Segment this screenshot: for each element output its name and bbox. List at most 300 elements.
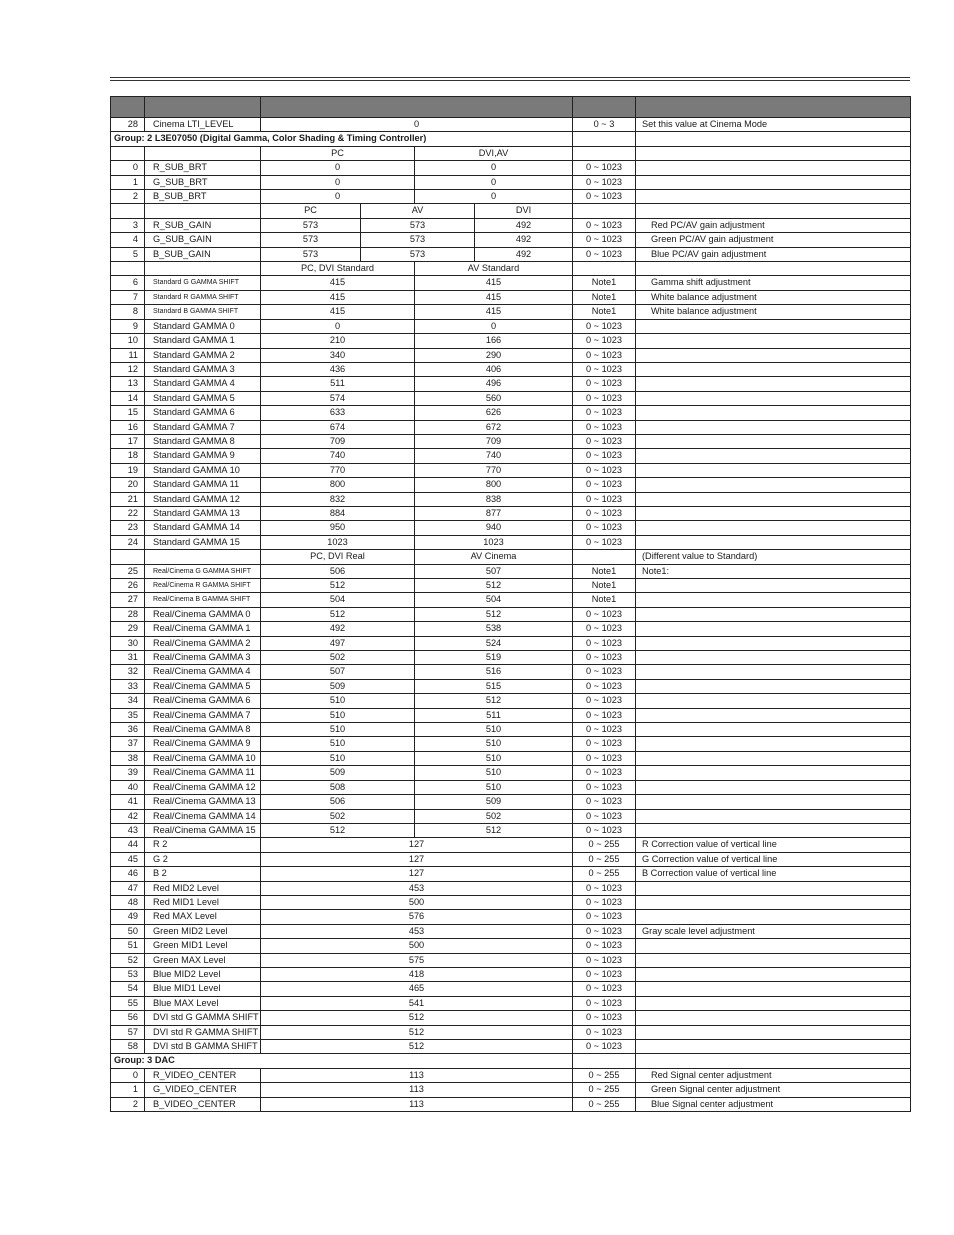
item-name: Standard GAMMA 8: [145, 434, 261, 448]
item-name: B 2: [145, 867, 261, 881]
item-value: 500: [261, 895, 573, 909]
item-range: 0 ~ 255: [573, 838, 636, 852]
item-range: 0 ~ 1023: [573, 492, 636, 506]
table-row: [111, 506, 911, 520]
table-row: [111, 622, 911, 636]
item-range: Note1: [573, 276, 636, 290]
item-remarks: [636, 593, 911, 607]
item-range: 0 ~ 1023: [573, 967, 636, 981]
item-name: Real/Cinema GAMMA 8: [145, 723, 261, 737]
item-value: 633: [261, 406, 415, 420]
range-cell: [573, 204, 636, 218]
table-header-row: [111, 97, 911, 118]
table-row: [111, 377, 911, 391]
table-row: [111, 924, 911, 938]
column-label: AV Standard: [415, 262, 573, 276]
item-range: 0 ~ 1023: [573, 190, 636, 204]
item-value: 0: [261, 161, 415, 175]
item-remarks: [636, 1025, 911, 1039]
table-row: [111, 809, 911, 823]
item-remarks: [636, 780, 911, 794]
table-row: [111, 463, 911, 477]
item-value: 512: [415, 694, 573, 708]
item-name: Real/Cinema GAMMA 10: [145, 751, 261, 765]
table-row: [111, 766, 911, 780]
item-number: 12: [111, 362, 145, 376]
item-number: 39: [111, 766, 145, 780]
item-remarks: [636, 795, 911, 809]
item-value: 509: [261, 679, 415, 693]
item-number: 48: [111, 895, 145, 909]
item-remarks: Green PC/AV gain adjustment: [636, 233, 911, 247]
item-name: G_VIDEO_CENTER: [145, 1083, 261, 1097]
item-remarks: [636, 420, 911, 434]
item-value: 127: [261, 867, 573, 881]
item-name: Standard GAMMA 7: [145, 420, 261, 434]
item-remarks: [636, 939, 911, 953]
item-remarks: Green Signal center adjustment: [636, 1083, 911, 1097]
item-range: 0 ~ 1023: [573, 939, 636, 953]
item-value: 113: [261, 1097, 573, 1111]
item-value: 415: [415, 290, 573, 304]
item-remarks: [636, 434, 911, 448]
item-value: 507: [415, 564, 573, 578]
header-cell-remarks: [636, 97, 911, 118]
item-name: Real/Cinema GAMMA 6: [145, 694, 261, 708]
item-name: Green MAX Level: [145, 953, 261, 967]
item-number: 27: [111, 593, 145, 607]
item-number: 11: [111, 348, 145, 362]
item-name: Blue MID2 Level: [145, 967, 261, 981]
item-range: 0 ~ 1023: [573, 319, 636, 333]
item-name: Green MID2 Level: [145, 924, 261, 938]
item-number: 45: [111, 852, 145, 866]
table-row: [111, 1025, 911, 1039]
item-number: 10: [111, 334, 145, 348]
item-name: Red MAX Level: [145, 910, 261, 924]
item-number: 44: [111, 838, 145, 852]
item-value: 510: [261, 751, 415, 765]
item-remarks: [636, 679, 911, 693]
item-value: 510: [261, 708, 415, 722]
table-row: [111, 881, 911, 895]
item-number: 43: [111, 823, 145, 837]
item-cell: [145, 146, 261, 160]
item-remarks: [636, 377, 911, 391]
table-row: [111, 190, 911, 204]
item-remarks: [636, 334, 911, 348]
item-range: 0 ~ 1023: [573, 953, 636, 967]
table-row: [111, 593, 911, 607]
item-name: Red MID1 Level: [145, 895, 261, 909]
item-number: 56: [111, 1011, 145, 1025]
item-number: 32: [111, 665, 145, 679]
item-number: 46: [111, 867, 145, 881]
item-value: 506: [261, 564, 415, 578]
item-value: 740: [261, 449, 415, 463]
table-row: [111, 175, 911, 189]
item-remarks: [636, 535, 911, 549]
table-row: [111, 795, 911, 809]
item-value: 497: [261, 636, 415, 650]
item-number: 25: [111, 564, 145, 578]
item-value: 0: [415, 161, 573, 175]
item-name: Real/Cinema G GAMMA SHIFT: [145, 564, 261, 578]
item-remarks: [636, 723, 911, 737]
item-number: 8: [111, 305, 145, 319]
item-name: Blue MID1 Level: [145, 982, 261, 996]
item-value: 436: [261, 362, 415, 376]
item-value: 500: [261, 939, 573, 953]
item-range: 0 ~ 1023: [573, 881, 636, 895]
adjustment-table: [110, 96, 911, 1112]
item-name: Real/Cinema GAMMA 14: [145, 809, 261, 823]
top-rule: [110, 77, 910, 81]
item-name: R 2: [145, 838, 261, 852]
table-row: [111, 1040, 911, 1054]
item-number: 2: [111, 1097, 145, 1111]
range-cell: [573, 550, 636, 564]
table-row: [111, 665, 911, 679]
item-number: 15: [111, 406, 145, 420]
item-name: Standard G GAMMA SHIFT: [145, 276, 261, 290]
table-row: [111, 1097, 911, 1111]
item-number: 49: [111, 910, 145, 924]
item-name: Real/Cinema GAMMA 4: [145, 665, 261, 679]
item-range: 0 ~ 1023: [573, 708, 636, 722]
item-range: Note1: [573, 564, 636, 578]
remarks-cell: [636, 146, 911, 160]
item-value: 510: [261, 723, 415, 737]
item-remarks: G Correction value of vertical line: [636, 852, 911, 866]
item-value: 127: [261, 852, 573, 866]
item-range: 0 ~ 1023: [573, 823, 636, 837]
item-number: 35: [111, 708, 145, 722]
item-remarks: [636, 161, 911, 175]
item-value: 510: [261, 694, 415, 708]
group-title: Group: 3 DAC: [111, 1054, 573, 1068]
item-value: 940: [415, 521, 573, 535]
item-cell: [145, 262, 261, 276]
item-range: 0 ~ 1023: [573, 895, 636, 909]
item-name: B_SUB_GAIN: [145, 247, 261, 261]
table-row: [111, 118, 911, 132]
table-row: [111, 823, 911, 837]
item-value: 510: [415, 723, 573, 737]
item-remarks: Red PC/AV gain adjustment: [636, 218, 911, 232]
item-number: 23: [111, 521, 145, 535]
table-row: [111, 247, 911, 261]
item-value: 0: [415, 190, 573, 204]
item-number: 22: [111, 506, 145, 520]
item-name: Real/Cinema GAMMA 1: [145, 622, 261, 636]
item-range: 0 ~ 255: [573, 1097, 636, 1111]
item-range: 0 ~ 3: [573, 118, 636, 132]
table-row: [111, 406, 911, 420]
item-range: 0 ~ 1023: [573, 694, 636, 708]
table-row: [111, 780, 911, 794]
item-cell: [145, 550, 261, 564]
item-range: 0 ~ 1023: [573, 406, 636, 420]
item-remarks: [636, 579, 911, 593]
item-value: 1023: [261, 535, 415, 549]
group-header-row: [111, 1054, 911, 1068]
range-cell: [573, 262, 636, 276]
item-name: DVI std B GAMMA SHIFT: [145, 1040, 261, 1054]
item-range: 0 ~ 1023: [573, 247, 636, 261]
item-number: 29: [111, 622, 145, 636]
item-remarks: [636, 175, 911, 189]
item-range: 0 ~ 1023: [573, 1040, 636, 1054]
item-value: 740: [415, 449, 573, 463]
item-number: 18: [111, 449, 145, 463]
item-value: 575: [261, 953, 573, 967]
item-value: 573: [261, 247, 361, 261]
item-value: 504: [261, 593, 415, 607]
table-row: [111, 838, 911, 852]
item-remarks: White balance adjustment: [636, 290, 911, 304]
item-remarks: [636, 708, 911, 722]
item-name: Real/Cinema GAMMA 15: [145, 823, 261, 837]
item-name: G 2: [145, 852, 261, 866]
item-number: 41: [111, 795, 145, 809]
column-label: PC, DVI Real: [261, 550, 415, 564]
group-header-row: [111, 132, 911, 146]
item-value: 800: [415, 478, 573, 492]
item-value: 504: [415, 593, 573, 607]
item-value: 453: [261, 924, 573, 938]
table-row: [111, 708, 911, 722]
item-range: 0 ~ 1023: [573, 348, 636, 362]
item-name: B_VIDEO_CENTER: [145, 1097, 261, 1111]
item-remarks: Gray scale level adjustment: [636, 924, 911, 938]
item-remarks: [636, 910, 911, 924]
item-number: 2: [111, 190, 145, 204]
item-range: 0 ~ 1023: [573, 924, 636, 938]
item-number: 7: [111, 290, 145, 304]
table-row: [111, 521, 911, 535]
item-value: 210: [261, 334, 415, 348]
item-range: 0 ~ 1023: [573, 1011, 636, 1025]
item-remarks: [636, 463, 911, 477]
item-range: Note1: [573, 290, 636, 304]
no-cell: [111, 146, 145, 160]
item-value: 0: [261, 319, 415, 333]
table-row: [111, 852, 911, 866]
sub-header-row: [111, 146, 911, 160]
item-number: 14: [111, 391, 145, 405]
item-name: Standard B GAMMA SHIFT: [145, 305, 261, 319]
item-name: Blue MAX Level: [145, 996, 261, 1010]
table-row: [111, 1068, 911, 1082]
item-range: 0 ~ 255: [573, 1068, 636, 1082]
item-name: Real/Cinema GAMMA 2: [145, 636, 261, 650]
item-name: Real/Cinema R GAMMA SHIFT: [145, 579, 261, 593]
item-remarks: [636, 737, 911, 751]
item-value: 573: [361, 233, 475, 247]
item-number: 33: [111, 679, 145, 693]
item-value: 415: [261, 276, 415, 290]
item-number: 28: [111, 607, 145, 621]
item-value: 709: [261, 434, 415, 448]
item-remarks: [636, 622, 911, 636]
table-row: [111, 319, 911, 333]
item-remarks: [636, 694, 911, 708]
item-remarks: [636, 766, 911, 780]
item-value: 515: [415, 679, 573, 693]
item-name: Real/Cinema GAMMA 3: [145, 651, 261, 665]
item-value: 512: [415, 579, 573, 593]
item-remarks: White balance adjustment: [636, 305, 911, 319]
table-row: [111, 636, 911, 650]
item-value: 510: [415, 766, 573, 780]
item-number: 40: [111, 780, 145, 794]
item-number: 30: [111, 636, 145, 650]
item-value: 496: [415, 377, 573, 391]
item-range: 0 ~ 1023: [573, 636, 636, 650]
item-number: 55: [111, 996, 145, 1010]
item-number: 1: [111, 1083, 145, 1097]
table-row: [111, 967, 911, 981]
table-row: [111, 276, 911, 290]
item-value: 415: [261, 290, 415, 304]
item-remarks: Red Signal center adjustment: [636, 1068, 911, 1082]
table-row: [111, 420, 911, 434]
item-value: 290: [415, 348, 573, 362]
item-number: 24: [111, 535, 145, 549]
item-name: Standard GAMMA 10: [145, 463, 261, 477]
item-remarks: Blue Signal center adjustment: [636, 1097, 911, 1111]
item-remarks: [636, 478, 911, 492]
item-name: Standard GAMMA 3: [145, 362, 261, 376]
item-value: 511: [261, 377, 415, 391]
item-value: 672: [415, 420, 573, 434]
item-range: Note1: [573, 305, 636, 319]
item-number: 57: [111, 1025, 145, 1039]
item-value: 519: [415, 651, 573, 665]
item-number: 42: [111, 809, 145, 823]
item-name: R_SUB_GAIN: [145, 218, 261, 232]
item-value: 576: [261, 910, 573, 924]
table-row: [111, 737, 911, 751]
item-range: 0 ~ 1023: [573, 377, 636, 391]
item-value: 492: [475, 233, 573, 247]
table-row: [111, 910, 911, 924]
item-range: 0 ~ 1023: [573, 795, 636, 809]
item-remarks: [636, 823, 911, 837]
item-value: 573: [261, 233, 361, 247]
range-cell: [573, 132, 636, 146]
item-value: 510: [415, 737, 573, 751]
item-number: 28: [111, 118, 145, 132]
range-cell: [573, 1054, 636, 1068]
item-number: 53: [111, 967, 145, 981]
table-row: [111, 434, 911, 448]
item-name: Red MID2 Level: [145, 881, 261, 895]
item-name: G_SUB_BRT: [145, 175, 261, 189]
group-title: Group: 2 L3E07050 (Digital Gamma, Color Shading & Timing Controller): [111, 132, 573, 146]
item-range: 0 ~ 1023: [573, 161, 636, 175]
item-remarks: [636, 1011, 911, 1025]
item-remarks: Note1:: [636, 564, 911, 578]
item-number: 31: [111, 651, 145, 665]
item-number: 20: [111, 478, 145, 492]
item-value: 508: [261, 780, 415, 794]
item-number: 6: [111, 276, 145, 290]
table-row: [111, 362, 911, 376]
item-value: 950: [261, 521, 415, 535]
table-row: [111, 1011, 911, 1025]
item-value: 502: [261, 651, 415, 665]
item-number: 54: [111, 982, 145, 996]
item-value: 560: [415, 391, 573, 405]
item-name: DVI std R GAMMA SHIFT: [145, 1025, 261, 1039]
table-row: [111, 348, 911, 362]
item-value: 415: [415, 276, 573, 290]
item-name: Standard GAMMA 6: [145, 406, 261, 420]
item-range: 0 ~ 1023: [573, 737, 636, 751]
item-value: 524: [415, 636, 573, 650]
item-value: 492: [475, 247, 573, 261]
remarks-cell: [636, 132, 911, 146]
item-number: 3: [111, 218, 145, 232]
item-range: 0 ~ 1023: [573, 478, 636, 492]
item-number: 47: [111, 881, 145, 895]
item-name: Standard GAMMA 12: [145, 492, 261, 506]
table-row: [111, 679, 911, 693]
item-name: Standard GAMMA 4: [145, 377, 261, 391]
item-number: 21: [111, 492, 145, 506]
item-value: 770: [415, 463, 573, 477]
item-name: R_SUB_BRT: [145, 161, 261, 175]
header-cell-range: [573, 97, 636, 118]
item-value: 800: [261, 478, 415, 492]
item-value: 512: [261, 1040, 573, 1054]
item-remarks: [636, 492, 911, 506]
table-row: [111, 305, 911, 319]
table-row: [111, 535, 911, 549]
header-cell-item: [145, 97, 261, 118]
item-value: 512: [261, 1011, 573, 1025]
table-row: [111, 751, 911, 765]
item-range: 0 ~ 1023: [573, 218, 636, 232]
item-remarks: [636, 967, 911, 981]
table-row: [111, 492, 911, 506]
sub-header-row: [111, 204, 911, 218]
item-remarks: [636, 449, 911, 463]
item-remarks: [636, 391, 911, 405]
column-label: PC: [261, 204, 361, 218]
table-row: [111, 939, 911, 953]
item-value: 418: [261, 967, 573, 981]
item-name: Standard GAMMA 1: [145, 334, 261, 348]
item-name: Standard GAMMA 2: [145, 348, 261, 362]
item-remarks: Set this value at Cinema Mode: [636, 118, 911, 132]
item-remarks: [636, 751, 911, 765]
item-value: 512: [261, 1025, 573, 1039]
item-value: 674: [261, 420, 415, 434]
item-range: 0 ~ 1023: [573, 910, 636, 924]
table-row: [111, 895, 911, 909]
item-value: 573: [361, 247, 475, 261]
item-remarks: [636, 636, 911, 650]
item-value: 0: [261, 118, 573, 132]
table-row: [111, 607, 911, 621]
item-value: 492: [475, 218, 573, 232]
item-number: 0: [111, 161, 145, 175]
no-cell: [111, 204, 145, 218]
item-remarks: Blue PC/AV gain adjustment: [636, 247, 911, 261]
